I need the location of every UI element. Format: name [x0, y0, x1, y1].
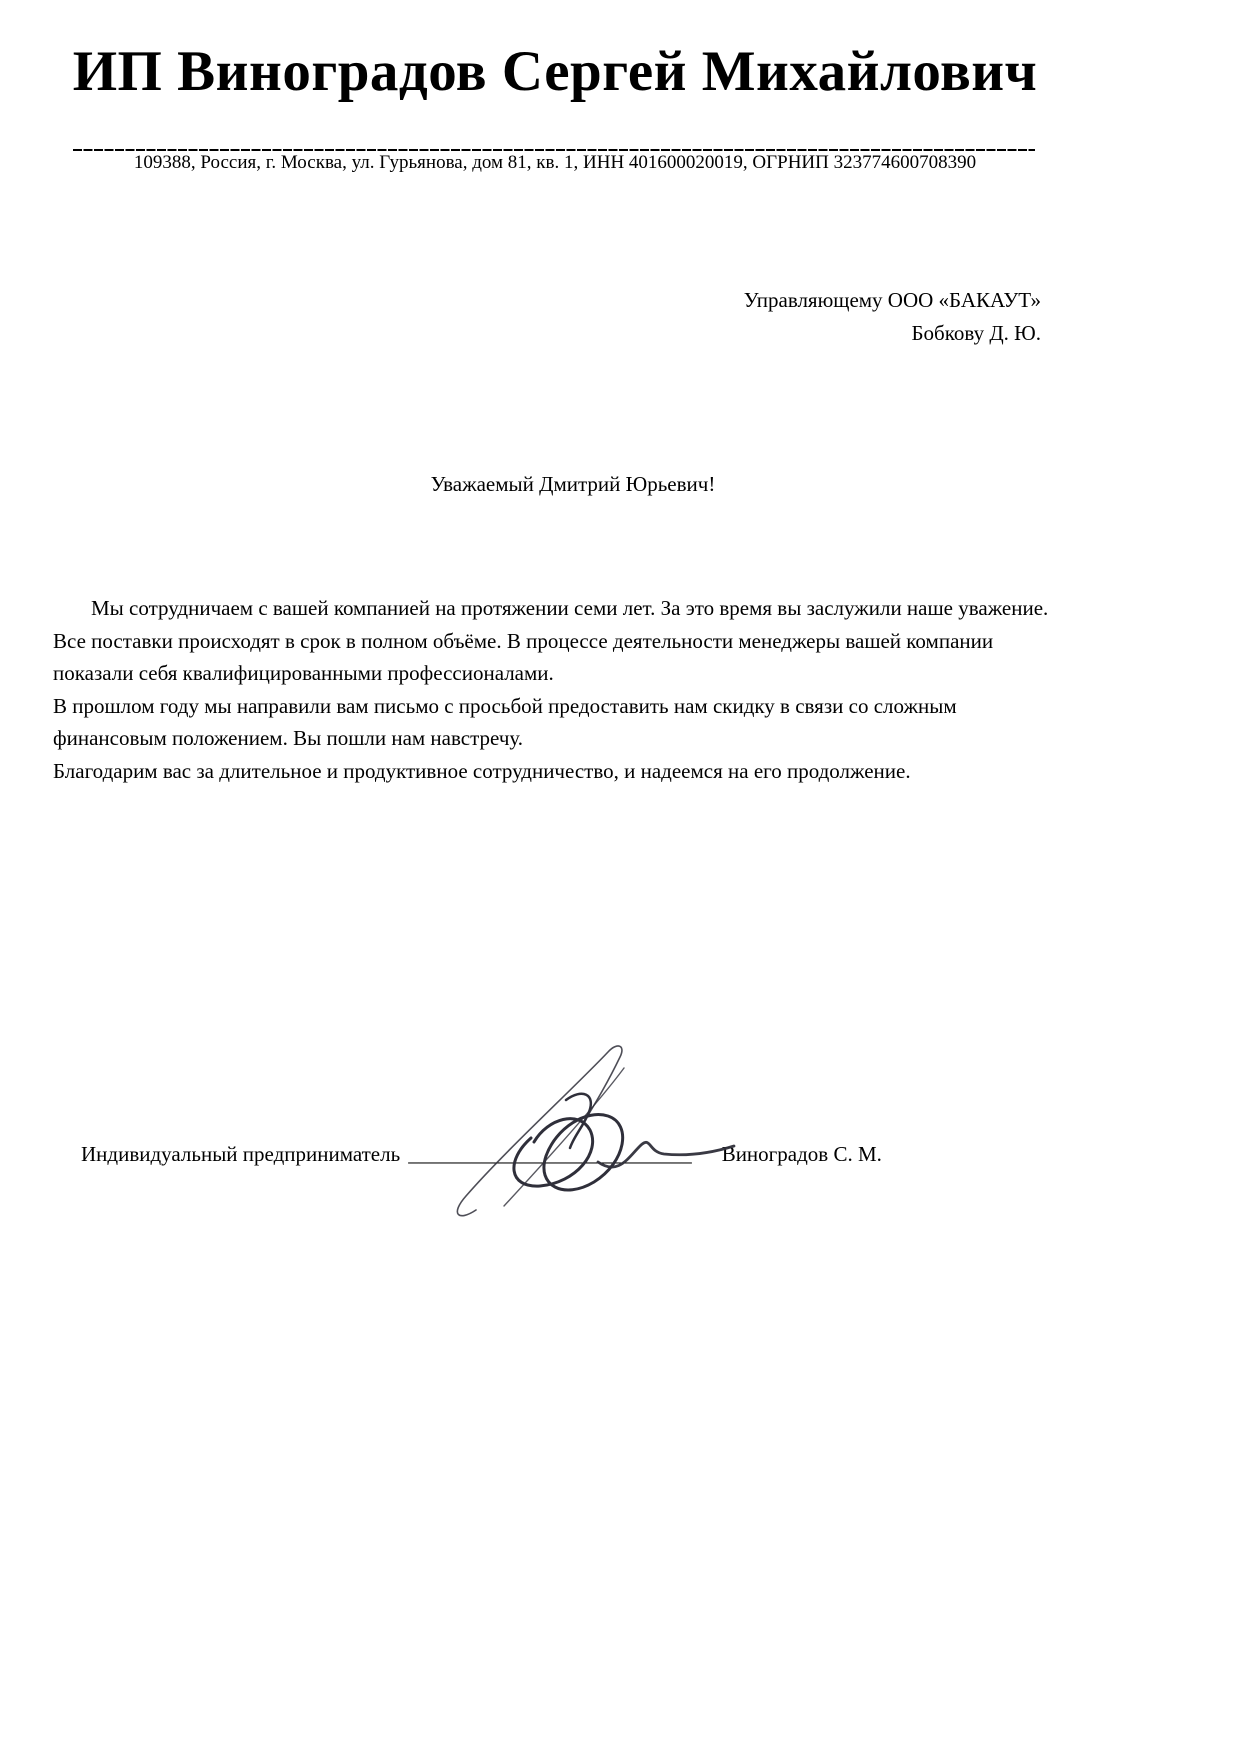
- recipient-line-2: Бобкову Д. Ю.: [911, 320, 1041, 345]
- body-paragraph-1: Мы сотрудничаем с вашей компанией на протяжении семи лет. За это время вы заслужили наше уважение. Все поставки происходят в срок в полном объёме. В процессе деятельности менеджеры вашей компании показали себя квалифицированными профессионалами.: [53, 596, 1049, 686]
- greeting-line: Уважаемый Дмитрий Юрьевич!: [430, 472, 716, 496]
- handwritten-signature-scribble: [446, 1038, 746, 1220]
- letterhead-address-line: 109388, Россия, г. Москва, ул. Гурьянова, дом 81, кв. 1, ИНН 401600020019, ОГРНИП 323774600708390: [133, 152, 977, 173]
- signature-label: Индивидуальный предприниматель: [81, 1142, 401, 1166]
- signatory-name: Виноградов С. М.: [721, 1142, 882, 1166]
- recipient-block: [53, 284, 1041, 349]
- signature-blank-line: ___________________________: [408, 1142, 692, 1166]
- letter-body: [53, 592, 1057, 788]
- letterhead-company-name: ИП Виноградов Сергей Михайлович: [72, 40, 1038, 103]
- body-paragraph-2: В прошлом году мы направили вам письмо с просьбой предоставить нам скидку в связи со сложным финансовым положением. Вы пошли нам навстречу.: [53, 693, 957, 751]
- recipient-line-1: Управляющему ООО «БАКАУТ»: [743, 288, 1041, 312]
- body-paragraph-3: Благодарим вас за длительное и продуктивное сотрудничество, и надеемся на его продолжение.: [53, 758, 911, 783]
